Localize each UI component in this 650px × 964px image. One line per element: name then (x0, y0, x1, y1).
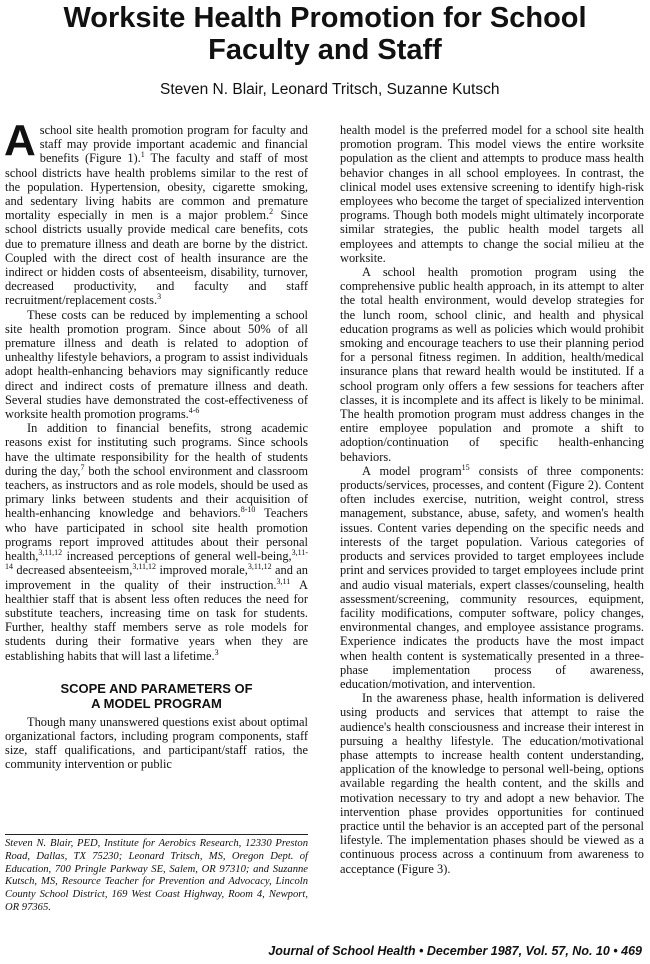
section-heading-line-1: SCOPE AND PARAMETERS OF (60, 680, 253, 696)
benefits-text-3: Teachers who have participated in school site health promotion programs report improved attitudes about their personal health, (5, 506, 309, 564)
benefits-text-6: improved morale, (156, 563, 248, 578)
drop-cap: A (4, 116, 36, 165)
ref-marker: 3,11,12 (132, 562, 157, 572)
article-title (0, 2, 650, 66)
ref-marker: 1 (140, 150, 145, 160)
awareness-phase-paragraph: In the awareness phase, health information is delivered using products and services that attempt to raise the audience's health consciousness and increase their interest in pursuing a healthy lifestyle. The education/motivational phase attempts to increase health content understanding, application of the knowledge to personal well-being, options available regarding the health content, and the skills and motivation necessary to try and adopt a new behavior. The intervention phase provides opportunities for continued practice until the behavior is an accepted part of the personal lifestyle. The implementation phases should be viewed as a continuous process across a continuum from awareness to acceptance (Figure 3). (340, 691, 644, 876)
ref-marker: 3,11-14 (5, 547, 308, 572)
intro-text-2: The faculty and staff of most school districts have health problems similar to the rest of the population. Hypertension, obesity, cigarette smoking, and sedentary living habits are common and premature mortality especially in men is a major problem. (5, 151, 308, 223)
benefits-text-7: and an improvement in the quality of their instruction. (5, 563, 309, 592)
right-column (340, 123, 644, 876)
benefits-text-8: A healthier staff that is absent less often reduces the need for substitute teachers, increasing time on task for students. Further, healthy staff members serve as role models for students during their formative years when they are establishing habits that will last a lifetime. (5, 577, 308, 663)
ref-marker: 7 (80, 462, 85, 472)
title-line-2: Faculty and Staff (208, 34, 442, 66)
title-line-1: Worksite Health Promotion for School (63, 2, 587, 34)
ref-marker: 3,11 (276, 576, 291, 586)
left-column (4, 116, 309, 772)
scope-paragraph: Though many unanswered questions exist about optimal organizational factors, including program components, staff size, staff qualifications, and participant/staff ratios, the community intervention or public (5, 714, 308, 772)
model-text-1: A model program (362, 463, 462, 478)
author-affiliations-footnote: Steven N. Blair, PED, Institute for Aerobics Research, 12330 Preston Road, Dallas, TX 75230; Leonard Tritsch, MS, Oregon Dept. of Education, 700 Pringle Parkway SE, Salem, OR 97310; and Suzanne Kutsch, MS, Resource Teacher for Prevention and Advocacy, Lincoln County School District, 169 West Coast Highway, Room 4, Newport, OR 97365. (5, 834, 308, 915)
author-list: Steven N. Blair, Leonard Tritsch, Suzanne Kutsch (160, 81, 500, 98)
benefits-text-2: both the school environment and classroom teachers, as instructors and as role models, should be used as primary links between students and their acquisition of health-enhancing knowledge and behaviors. (5, 463, 308, 521)
ref-marker: 3 (157, 292, 162, 302)
costs-text: These costs can be reduced by implementing a school site health promotion program. Since about 50% of all premature illness and death is related to adoption of unhealthy lifestyle behaviors, a program to assist individuals adopt health-enhancing behaviors may significantly reduce direct and indirect costs of premature illness and death. Several studies have demonstrated the cost-effectiveness of worksite health promotion programs. (5, 307, 308, 422)
model-text-2: consists of three components: products/services, processes, and content (Figure 2). Content often includes exercise, nutrition, weight control, stress management, substance, abuse, safety, and women's health issues. Content varies depending on the specific needs and interests of the target population. Various categories of products and services provided to target employees include print and services provided to target employees include print and audio visual materials, expert classes/counseling, health assessment/screening, community resources, equipment, facility modifications, computer software, policy changes, environmental changes, and employee assistance programs. Experience indicates the products have the most impact when health content is systematically presented in a three-phase implementation process of awareness, education/motivation, and intervention. (340, 463, 644, 691)
intro-text-1: school site health promotion program for faculty and staff may provide important academic and financial benefits (Figure 1). (39, 123, 308, 166)
ref-marker: 3 (214, 647, 219, 657)
intro-paragraph (4, 116, 308, 308)
benefits-text-4: increased perceptions of general well-being, (62, 549, 292, 564)
journal-footer: Journal of School Health • December 1987, Vol. 57, No. 10 • 469 (268, 944, 642, 958)
model-program-paragraph (340, 464, 644, 691)
comprehensive-program-paragraph: A school health promotion program using the comprehensive public health approach, in its attempt to alter the total health environment, would develop strategies for the lunch room, school clinic, and health and physical education programs as well as policies which would prohibit smoking and encourage teachers to use their planning period for a personal fitness regimen. In addition, health/medical insurance plans that reward health would be instituted. If a school program only offers a few sessions for teachers after classes, it is incomplete and its affect is likely to be minimal. The health promotion program must address changes in the entire employee population and promote a shift to adoption/continuation of specific health-enhancing behaviors. (340, 265, 644, 464)
benefits-text-5: decreased absenteeism, (13, 563, 133, 578)
ref-marker: 8-10 (240, 505, 256, 515)
section-heading (5, 681, 308, 711)
benefits-text-1: In addition to financial benefits, strong academic reasons exist for instituting such programs. Since schools have the ultimate responsibility for the health of students during the day, (5, 421, 308, 478)
ref-marker: 15 (461, 462, 470, 472)
public-health-paragraph: health model is the preferred model for a school site health promotion program. This model views the entire worksite population as the client and attempts to produce mass health behavior changes in all school employees. In contrast, the clinical model uses extensive screening to identify high-risk employees who become the target of specialized intervention programs. Though both models might ultimately incorporate similar strategies, the public health model targets all employees and attempts to change the social milieu at the worksite. (340, 123, 644, 265)
ref-marker: 2 (269, 207, 274, 217)
ref-marker: 3,11,12 (38, 547, 63, 557)
costs-paragraph (5, 308, 308, 422)
ref-marker: 3,11,12 (247, 562, 272, 572)
intro-text-3: Since school districts usually provide medical care benefits, cots due to premature illness and death are borne by the district. Coupled with the direct cost of health insurance are the indirect or hidden costs of absenteeism, disability, turnover, decreased productivity, and faculty and staff recruitment/replacement costs. (5, 208, 308, 308)
ref-marker: 4-6 (188, 405, 200, 415)
benefits-paragraph (5, 421, 308, 662)
section-heading-line-2: A MODEL PROGRAM (91, 695, 222, 711)
